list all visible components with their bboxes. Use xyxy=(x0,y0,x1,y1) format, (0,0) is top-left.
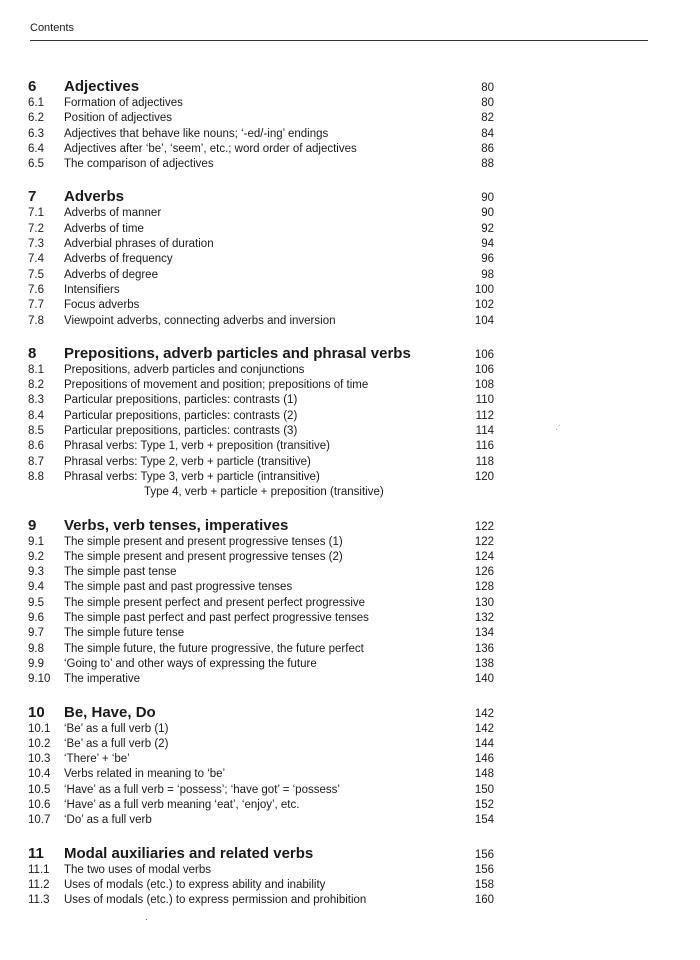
entry-number: 8.3 xyxy=(28,394,44,407)
toc-entry xyxy=(28,596,494,611)
chapter-section xyxy=(28,845,494,909)
entry-number: 11.2 xyxy=(28,878,50,891)
entry-number: 7.7 xyxy=(28,299,44,312)
chapter-section xyxy=(28,188,494,328)
entry-title: The simple future tense xyxy=(64,627,185,640)
entry-title: Uses of modals (etc.) to express permission and prohibition xyxy=(64,894,367,907)
entry-number: 8.1 xyxy=(28,363,44,376)
entry-number: 8.2 xyxy=(28,379,44,392)
entry-number: 7.6 xyxy=(28,283,44,296)
entry-number: 9.8 xyxy=(28,642,44,655)
entry-page-number: 110 xyxy=(475,394,494,407)
entry-title: Phrasal verbs: Type 1, verb + preposition (transitive) xyxy=(64,440,331,453)
entry-title: Prepositions of movement and position; prepositions of time xyxy=(64,379,369,392)
toc-entry xyxy=(28,127,494,142)
entry-page-number: 106 xyxy=(474,363,494,376)
toc-entry xyxy=(28,314,494,329)
entry-page-number: 154 xyxy=(474,814,494,827)
entry-number: 9.10 xyxy=(28,673,51,686)
entry-title: Phrasal verbs: Type 3, verb + particle (intransitive) xyxy=(64,470,320,483)
entry-number: 10.2 xyxy=(28,737,51,750)
entry-title: Adjectives after ‘be’, ‘seem’, etc.; word order of adjectives xyxy=(64,142,357,155)
entry-number: 8.6 xyxy=(28,440,44,453)
toc-entry xyxy=(28,767,494,782)
entry-number: 7.1 xyxy=(28,207,44,220)
entry-title: ‘Be’ as a full verb (2) xyxy=(64,737,169,750)
entry-number: 9.7 xyxy=(28,627,44,640)
entry-title: The simple past and past progressive tenses xyxy=(64,581,293,594)
chapter-title: Verbs, verb tenses, imperatives xyxy=(64,516,289,534)
entry-page-number: 98 xyxy=(481,268,494,281)
entry-number: 6.1 xyxy=(28,97,44,109)
toc-entry xyxy=(28,283,494,298)
toc-entry xyxy=(28,657,494,672)
entry-title: Focus adverbs xyxy=(64,299,140,312)
chapter-title: Adjectives xyxy=(64,78,140,95)
entry-title: The simple present and present progressive tenses (1) xyxy=(64,535,343,548)
toc-entry xyxy=(28,378,494,393)
chapter-number: 11 xyxy=(28,844,44,862)
entry-number: 8.8 xyxy=(28,470,44,483)
chapter-heading xyxy=(28,345,494,363)
entry-number: 11.3 xyxy=(28,894,50,907)
toc-entry xyxy=(28,298,494,313)
entry-title: ‘There’ + ‘be’ xyxy=(64,753,130,766)
entry-page-number: 122 xyxy=(474,535,494,548)
entry-page-number: 134 xyxy=(474,627,494,640)
chapter-page-number: 90 xyxy=(481,192,494,205)
entry-number: 6.4 xyxy=(28,142,44,155)
entry-page-number: 84 xyxy=(481,127,494,140)
toc-entry xyxy=(28,485,494,500)
chapter-title: Be, Have, Do xyxy=(64,703,156,721)
entry-page-number: 150 xyxy=(474,783,494,796)
chapter-heading xyxy=(28,188,494,206)
toc-entry xyxy=(28,268,494,283)
toc-entry xyxy=(28,783,494,798)
toc-entry xyxy=(28,813,494,828)
entry-title: Intensifiers xyxy=(64,283,120,296)
toc-entry xyxy=(28,611,494,626)
toc-entry xyxy=(28,237,494,252)
entry-title: ‘Have’ as a full verb meaning ‘eat’, ‘enjoy’, etc. xyxy=(64,798,300,811)
entry-number: 7.5 xyxy=(28,268,44,281)
chapter-section xyxy=(28,78,494,172)
header-rule xyxy=(30,40,648,41)
entry-title: Particular prepositions, particles: contrasts (2) xyxy=(64,409,298,422)
chapter-page-number: 156 xyxy=(474,848,494,861)
entry-title: Uses of modals (etc.) to express ability and inability xyxy=(64,878,326,891)
toc-entry xyxy=(28,252,494,267)
entry-page-number: 124 xyxy=(474,550,494,563)
entry-title: ‘Do’ as a full verb xyxy=(64,814,152,827)
entry-title: The simple present perfect and present perfect progressive xyxy=(64,596,366,609)
chapter-section xyxy=(28,704,494,829)
chapter-heading xyxy=(28,78,494,96)
entry-page-number: 160 xyxy=(474,894,494,907)
entry-page-number: 104 xyxy=(474,314,494,327)
chapter-title: Adverbs xyxy=(64,188,125,206)
entry-number: 10.7 xyxy=(28,814,51,827)
entry-number: 9.3 xyxy=(28,566,44,579)
chapter-section xyxy=(28,517,494,688)
entry-title: ‘Have’ as a full verb = ‘possess’; ‘have got’ = ‘possess’ xyxy=(64,783,340,796)
chapter-title: Modal auxiliaries and related verbs xyxy=(64,844,314,862)
entry-number: 11.1 xyxy=(28,863,50,876)
entry-page-number: 112 xyxy=(475,409,494,422)
entry-number: 10.3 xyxy=(28,753,51,766)
toc-entry xyxy=(28,737,494,752)
entry-page-number: 132 xyxy=(474,612,494,625)
toc-entry xyxy=(28,672,494,687)
entry-title: Position of adjectives xyxy=(64,112,173,125)
chapter-number: 6 xyxy=(28,78,37,95)
entry-number: 10.6 xyxy=(28,798,51,811)
entry-page-number: 158 xyxy=(474,878,494,891)
toc-entry xyxy=(28,393,494,408)
chapter-page-number: 142 xyxy=(474,707,494,720)
toc-entry xyxy=(28,206,494,221)
entry-page-number: 94 xyxy=(481,238,494,251)
entry-title: The comparison of adjectives xyxy=(64,158,214,171)
toc-entry xyxy=(28,96,494,111)
entry-page-number: 120 xyxy=(474,470,494,483)
entry-title: The simple future, the future progressive, the future perfect xyxy=(64,642,364,655)
stray-mark: ·´ xyxy=(555,424,561,434)
chapter-title: Prepositions, adverb particles and phrasal verbs xyxy=(64,344,411,362)
stray-dot: . xyxy=(145,912,148,923)
toc-entry xyxy=(28,565,494,580)
chapter-heading xyxy=(28,517,494,535)
entry-page-number: 156 xyxy=(474,863,494,876)
chapter-heading xyxy=(28,845,494,863)
toc-entry xyxy=(28,893,494,908)
entry-page-number: 128 xyxy=(474,581,494,594)
entry-number: 7.4 xyxy=(28,253,44,266)
toc-entry xyxy=(28,722,494,737)
table-of-contents xyxy=(28,78,494,924)
entry-page-number: 142 xyxy=(474,722,494,735)
entry-page-number: 118 xyxy=(475,455,494,468)
chapter-section xyxy=(28,345,494,501)
entry-title: The two uses of modal verbs xyxy=(64,863,212,876)
toc-entry xyxy=(28,580,494,595)
toc-entry xyxy=(28,455,494,470)
entry-page-number: 126 xyxy=(474,566,494,579)
toc-entry xyxy=(28,626,494,641)
entry-title: Adverbs of manner xyxy=(64,207,162,220)
toc-entry xyxy=(28,752,494,767)
toc-entry xyxy=(28,642,494,657)
entry-number: 9.6 xyxy=(28,612,44,625)
entry-title: The imperative xyxy=(64,673,141,686)
entry-number: 8.5 xyxy=(28,425,44,438)
entry-title: ‘Going to’ and other ways of expressing the future xyxy=(64,657,317,670)
entry-page-number: 140 xyxy=(474,673,494,686)
chapter-page-number: 106 xyxy=(474,348,494,361)
entry-page-number: 82 xyxy=(481,112,494,125)
toc-entry xyxy=(28,111,494,126)
entry-page-number: 138 xyxy=(474,657,494,670)
entry-page-number: 90 xyxy=(481,207,494,220)
entry-title: Adjectives that behave like nouns; ‘-ed/-ing’ endings xyxy=(64,127,329,140)
entry-number: 9.1 xyxy=(28,535,44,548)
entry-number: 6.3 xyxy=(28,127,44,140)
chapter-number: 7 xyxy=(28,188,37,206)
entry-page-number: 152 xyxy=(474,798,494,811)
toc-entry xyxy=(28,409,494,424)
toc-entry xyxy=(28,439,494,454)
entry-page-number: 80 xyxy=(481,97,494,109)
toc-entry xyxy=(28,142,494,157)
toc-entry xyxy=(28,550,494,565)
entry-title: The simple past tense xyxy=(64,566,177,579)
entry-page-number: 92 xyxy=(481,222,494,235)
entry-title: The simple past perfect and past perfect progressive tenses xyxy=(64,612,369,625)
entry-page-number: 114 xyxy=(475,425,494,438)
entry-title: ‘Be’ as a full verb (1) xyxy=(64,722,169,735)
entry-number: 9.9 xyxy=(28,657,44,670)
entry-page-number: 116 xyxy=(475,440,494,453)
entry-title: Type 4, verb + particle + preposition (transitive) xyxy=(144,486,384,499)
entry-title: Adverbs of degree xyxy=(64,268,158,281)
toc-entry xyxy=(28,863,494,878)
chapter-number: 10 xyxy=(28,703,45,721)
entry-title: Adverbial phrases of duration xyxy=(64,238,214,251)
chapter-page-number: 80 xyxy=(481,82,494,94)
toc-entry xyxy=(28,878,494,893)
entry-title: Particular prepositions, particles: contrasts (3) xyxy=(64,425,298,438)
entry-title: Verbs related in meaning to ‘be’ xyxy=(64,768,226,781)
toc-entry xyxy=(28,470,494,485)
entry-page-number: 102 xyxy=(474,299,494,312)
entry-number: 7.3 xyxy=(28,238,44,251)
entry-number: 9.4 xyxy=(28,581,44,594)
entry-title: Formation of adjectives xyxy=(64,97,183,109)
entry-number: 10.1 xyxy=(28,722,51,735)
toc-entry xyxy=(28,798,494,813)
entry-page-number: 130 xyxy=(474,596,494,609)
entry-number: 10.5 xyxy=(28,783,51,796)
toc-entry xyxy=(28,363,494,378)
toc-entry xyxy=(28,535,494,550)
entry-page-number: 144 xyxy=(474,737,494,750)
entry-number: 6.5 xyxy=(28,158,44,171)
entry-title: Adverbs of time xyxy=(64,222,144,235)
entry-number: 9.5 xyxy=(28,596,44,609)
entry-title: Particular prepositions, particles: contrasts (1) xyxy=(64,394,298,407)
chapter-number: 8 xyxy=(28,344,37,362)
entry-title: Adverbs of frequency xyxy=(64,253,173,266)
chapter-number: 9 xyxy=(28,516,37,534)
chapter-page-number: 122 xyxy=(474,520,494,533)
entry-title: Prepositions, adverb particles and conjunctions xyxy=(64,363,305,376)
chapter-heading xyxy=(28,704,494,722)
entry-page-number: 96 xyxy=(481,253,494,266)
entry-page-number: 146 xyxy=(474,753,494,766)
entry-page-number: 108 xyxy=(474,379,494,392)
entry-page-number: 100 xyxy=(474,283,494,296)
entry-number: 7.8 xyxy=(28,314,44,327)
entry-page-number: 148 xyxy=(474,768,494,781)
entry-title: The simple present and present progressive tenses (2) xyxy=(64,550,343,563)
running-head: Contents xyxy=(30,22,75,34)
toc-entry xyxy=(28,222,494,237)
entry-number: 7.2 xyxy=(28,222,44,235)
entry-page-number: 86 xyxy=(481,142,494,155)
entry-number: 10.4 xyxy=(28,768,51,781)
entry-title: Viewpoint adverbs, connecting adverbs and inversion xyxy=(64,314,336,327)
entry-page-number: 88 xyxy=(481,158,494,171)
entry-number: 8.7 xyxy=(28,455,44,468)
entry-title: Phrasal verbs: Type 2, verb + particle (transitive) xyxy=(64,455,311,468)
toc-entry xyxy=(28,157,494,172)
toc-entry xyxy=(28,424,494,439)
entry-page-number: 136 xyxy=(474,642,494,655)
entry-number: 9.2 xyxy=(28,550,44,563)
entry-number: 8.4 xyxy=(28,409,44,422)
entry-number: 6.2 xyxy=(28,112,44,125)
